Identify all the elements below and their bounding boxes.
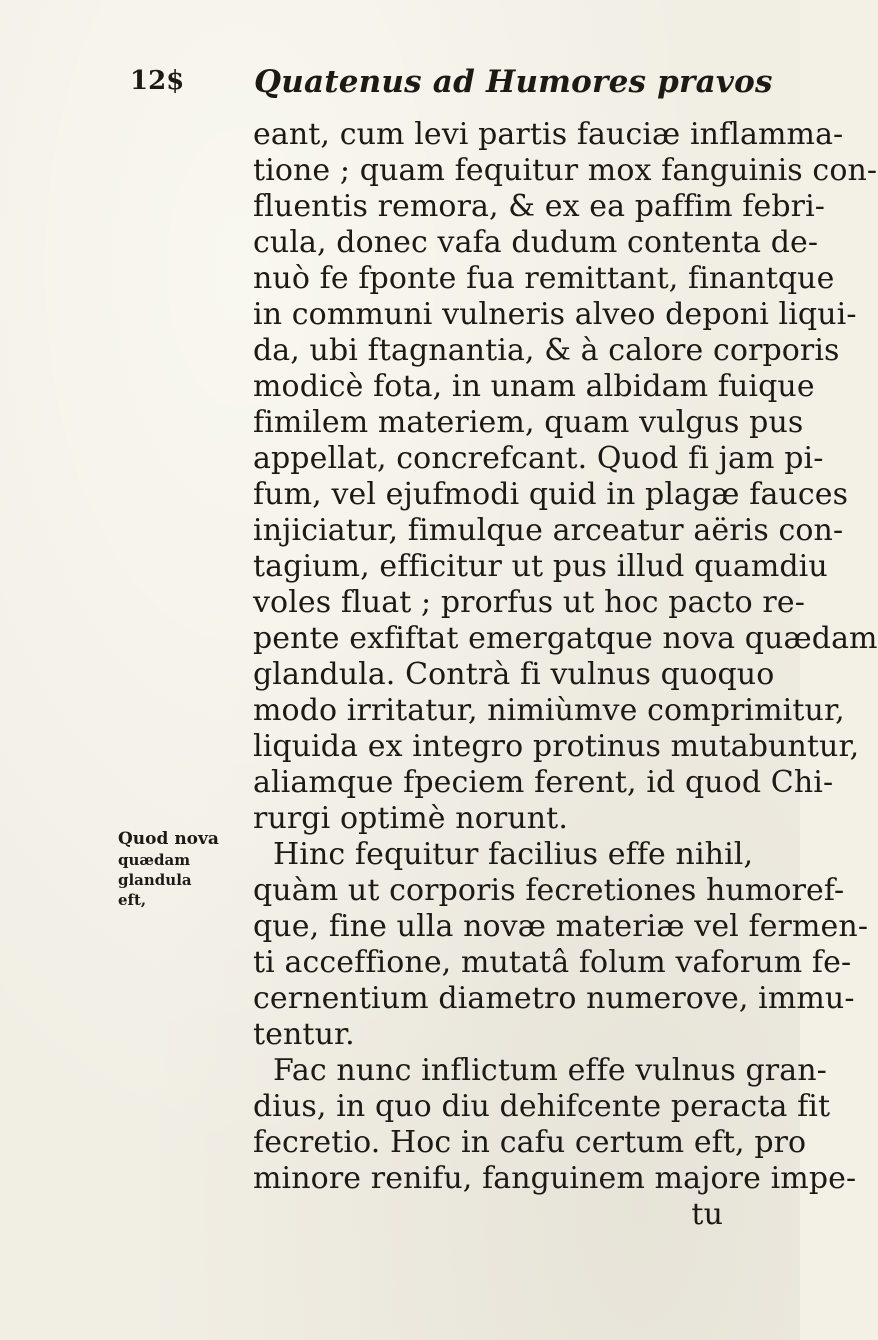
text-line: que, fine ulla novæ materiæ vel fermen- [253, 909, 869, 944]
text-line: nuò fe fponte fua remittant, finantque [253, 261, 835, 296]
page-header [130, 60, 773, 100]
text-line: glandula. Contrà fi vulnus quoquo [253, 657, 775, 692]
page-number: 12$ [130, 66, 185, 96]
text-line: injiciatur, fimulque arceatur aëris con- [253, 513, 844, 548]
margin-note [118, 828, 258, 910]
text-line: appellat, concrefcant. Quod fi jam pi- [253, 441, 824, 476]
margin-note-line: glandula [118, 871, 192, 889]
margin-note-line: quædam [118, 851, 191, 869]
text-line: liquida ex integro protinus mutabuntur, [253, 729, 860, 764]
text-line: fecretio. Hoc in cafu certum eft, pro [253, 1125, 807, 1160]
text-line: Hinc fequitur facilius effe nihil, [273, 837, 754, 872]
text-line: minore renifu, fanguinem majore impe- [253, 1161, 857, 1196]
margin-note-line: Quod nova [118, 829, 219, 849]
text-line: Fac nunc inflictum effe vulnus gran- [273, 1053, 827, 1088]
text-line: fimilem materiem, quam vulgus pus [253, 405, 804, 440]
text-line: modo irritatur, nimiùmve comprimitur, [253, 693, 845, 728]
text-line: eant, cum levi partis fauciæ inflamma- [253, 117, 844, 152]
text-line: voles fluat ; prorfus ut hoc pacto re- [253, 585, 805, 620]
text-line: tu [691, 1197, 723, 1232]
text-line: da, ubi ftagnantia, & à calore corporis [253, 333, 840, 368]
text-line: tione ; quam fequitur mox fanguinis con- [253, 153, 878, 188]
text-line: dius, in quo diu dehifcente peracta fit [253, 1089, 831, 1124]
margin-note-line: eft, [118, 891, 147, 909]
text-line: modicè fota, in unam albidam fuique [253, 369, 815, 404]
text-line: pente exfiftat emergatque nova quædam [253, 621, 878, 656]
text-line: fum, vel ejufmodi quid in plagæ fauces [253, 477, 849, 512]
text-line: rurgi optimè norunt. [253, 801, 568, 836]
text-line: aliamque fpeciem ferent, id quod Chi- [253, 765, 834, 800]
text-line: tagium, efficitur ut pus illud quamdiu [253, 549, 828, 584]
text-line: cernentium diametro numerove, immu- [253, 981, 855, 1016]
running-head: Quatenus ad Humores pravos [254, 64, 773, 100]
text-line: tentur. [253, 1017, 355, 1052]
text-line: cula, donec vafa dudum contenta de- [253, 225, 819, 260]
text-line: in communi vulneris alveo deponi liqui- [253, 297, 857, 332]
text-line: fluentis remora, & ex ea paffim febri- [253, 189, 826, 224]
text-line: ti acceffione, mutatâ folum vaforum fe- [253, 945, 852, 980]
text-line: quàm ut corporis fecretiones humoref- [253, 873, 845, 908]
body-text [253, 117, 878, 1233]
